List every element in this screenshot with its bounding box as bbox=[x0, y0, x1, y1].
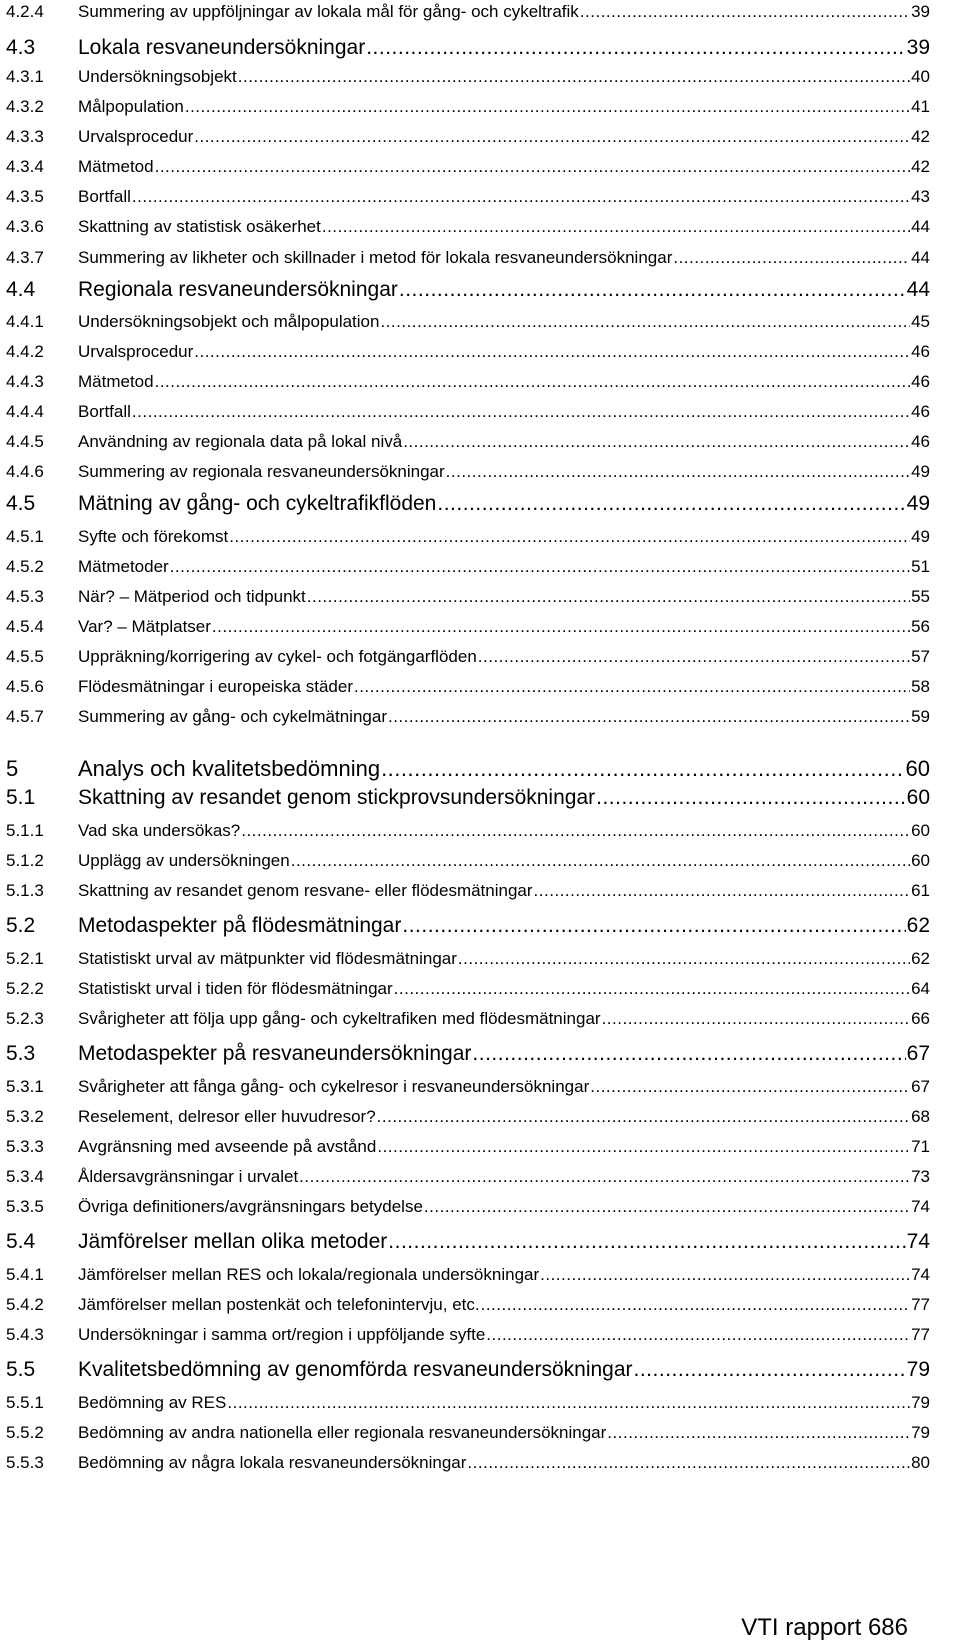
toc-entry-title: Summering av gång- och cykelmätningar bbox=[78, 707, 387, 726]
toc-entry[interactable] bbox=[6, 36, 930, 60]
toc-entry-title: Flödesmätningar i europeiska städer bbox=[78, 677, 353, 696]
toc-leader-dots bbox=[437, 492, 905, 516]
toc-leader-dots bbox=[299, 1167, 910, 1187]
toc-entry-title: Metodaspekter på resvaneundersökningar bbox=[78, 1042, 472, 1065]
toc-entry-title: Skattning av resandet genom stickprovsundersökningar bbox=[78, 786, 596, 809]
toc-entry[interactable] bbox=[6, 157, 930, 177]
toc-entry[interactable] bbox=[6, 278, 930, 302]
toc-entry-title: Summering av likheter och skillnader i metod för lokala resvaneundersökningar bbox=[78, 248, 673, 267]
toc-entry-page: 67 bbox=[911, 1077, 930, 1096]
toc-entry[interactable] bbox=[6, 97, 930, 117]
toc-entry[interactable] bbox=[6, 914, 930, 938]
toc-leader-dots bbox=[241, 821, 910, 841]
toc-entry[interactable] bbox=[6, 67, 930, 87]
toc-entry-title: Användning av regionala data på lokal nivå bbox=[78, 432, 403, 451]
toc-leader-dots bbox=[602, 1009, 911, 1029]
toc-entry[interactable] bbox=[6, 587, 930, 607]
toc-entry-number: 5.5.3 bbox=[6, 1453, 44, 1472]
toc-entry[interactable] bbox=[6, 432, 930, 452]
toc-entry-number: 5.5.1 bbox=[6, 1393, 44, 1412]
toc-leader-dots bbox=[394, 979, 910, 999]
toc-entry[interactable] bbox=[6, 217, 930, 237]
toc-entry[interactable] bbox=[6, 979, 930, 999]
toc-entry-title: Skattning av resandet genom resvane- eller flödesmätningar bbox=[78, 881, 533, 900]
toc-entry-number: 4.4.2 bbox=[6, 342, 44, 361]
toc-entry[interactable] bbox=[6, 617, 930, 637]
toc-entry[interactable] bbox=[6, 402, 930, 422]
toc-leader-dots bbox=[534, 881, 911, 901]
toc-entry-page: 39 bbox=[906, 36, 930, 59]
toc-leader-dots bbox=[229, 527, 910, 547]
toc-entry-page: 67 bbox=[906, 1042, 930, 1065]
toc-entry[interactable] bbox=[6, 492, 930, 516]
toc-leader-dots bbox=[467, 1453, 910, 1473]
toc-entry-title: Avgränsning med avseende på avstånd bbox=[78, 1137, 377, 1156]
toc-entry-number: 4.5.4 bbox=[6, 617, 44, 636]
toc-entry-page: 39 bbox=[911, 2, 930, 21]
toc-entry-page: 73 bbox=[911, 1167, 930, 1186]
toc-leader-dots bbox=[478, 647, 910, 667]
toc-entry-number: 5.2.3 bbox=[6, 1009, 44, 1028]
toc-leader-dots bbox=[307, 587, 910, 607]
toc-entry-page: 64 bbox=[911, 979, 930, 998]
toc-entry-number: 4.5.5 bbox=[6, 647, 44, 666]
toc-entry-page: 79 bbox=[911, 1423, 930, 1442]
toc-entry-title: Undersökningsobjekt och målpopulation bbox=[78, 312, 380, 331]
toc-entry-page: 49 bbox=[906, 492, 930, 515]
toc-entry-page: 46 bbox=[911, 372, 930, 391]
toc-leader-dots bbox=[634, 1358, 906, 1382]
toc-entry-title: Jämförelser mellan RES och lokala/regionala undersökningar bbox=[78, 1265, 540, 1284]
toc-entry-page: 59 bbox=[911, 707, 930, 726]
toc-entry-title: Var? – Mätplatser bbox=[78, 617, 211, 636]
toc-entry-page: 79 bbox=[906, 1358, 930, 1381]
toc-entry-number: 5.3.5 bbox=[6, 1197, 44, 1216]
toc-entry-number: 5.3.2 bbox=[6, 1107, 44, 1126]
toc-leader-dots bbox=[194, 127, 910, 147]
toc-entry-number: 5.1.3 bbox=[6, 881, 44, 900]
toc-entry-title: Bedömning av några lokala resvaneundersökningar bbox=[78, 1453, 467, 1472]
toc-entry-page: 60 bbox=[906, 786, 930, 809]
toc-entry-page: 46 bbox=[911, 432, 930, 451]
toc-entry-number: 4.2.4 bbox=[6, 2, 44, 21]
toc-entry[interactable] bbox=[6, 707, 930, 727]
toc-entry-page: 62 bbox=[906, 914, 930, 937]
toc-entry-number: 4.4.5 bbox=[6, 432, 44, 451]
toc-entry-number: 4.5 bbox=[6, 492, 36, 515]
toc-entry[interactable] bbox=[6, 1137, 930, 1157]
toc-entry-number: 4.4.6 bbox=[6, 462, 44, 481]
toc-leader-dots bbox=[185, 97, 910, 117]
toc-entry-number: 4.3.6 bbox=[6, 217, 44, 236]
toc-entry-title: Mätning av gång- och cykeltrafikflöden bbox=[78, 492, 437, 515]
toc-entry-number: 5 bbox=[6, 756, 19, 781]
toc-entry-title: Metodaspekter på flödesmätningar bbox=[78, 914, 402, 937]
toc-entry-title: Regionala resvaneundersökningar bbox=[78, 278, 398, 301]
toc-entry-title: Skattning av statistisk osäkerhet bbox=[78, 217, 321, 236]
toc-entry-page: 71 bbox=[911, 1137, 930, 1156]
toc-entry-number: 4.5.6 bbox=[6, 677, 44, 696]
toc-entry-page: 74 bbox=[911, 1197, 930, 1216]
toc-entry-number: 4.5.7 bbox=[6, 707, 44, 726]
toc-leader-dots bbox=[402, 914, 905, 938]
toc-leader-dots bbox=[540, 1265, 910, 1285]
toc-leader-dots bbox=[132, 402, 910, 422]
toc-entry-title: Bortfall bbox=[78, 402, 131, 421]
toc-entry-page: 60 bbox=[911, 851, 930, 870]
toc-leader-dots bbox=[132, 187, 910, 207]
toc-entry[interactable] bbox=[6, 127, 930, 147]
toc-entry[interactable] bbox=[6, 1265, 930, 1285]
toc-entry-number: 5.3.3 bbox=[6, 1137, 44, 1156]
toc-entry-title: Uppräkning/korrigering av cykel- och fotgängarflöden bbox=[78, 647, 477, 666]
toc-leader-dots bbox=[481, 1295, 910, 1315]
toc-entry-page: 40 bbox=[911, 67, 930, 86]
toc-leader-dots bbox=[238, 67, 910, 87]
toc-entry-page: 42 bbox=[911, 157, 930, 176]
toc-entry-title: Undersökningar i samma ort/region i uppföljande syfte bbox=[78, 1325, 486, 1344]
toc-entry[interactable] bbox=[6, 949, 930, 969]
report-footer: VTI rapport 686 bbox=[741, 1614, 908, 1641]
toc-entry-title: Undersökningsobjekt bbox=[78, 67, 237, 86]
toc-entry[interactable] bbox=[6, 1393, 930, 1413]
toc-entry-page: 46 bbox=[911, 402, 930, 421]
toc-entry-page: 74 bbox=[906, 1230, 930, 1253]
toc-entry-number: 5.2.2 bbox=[6, 979, 44, 998]
toc-entry[interactable] bbox=[6, 677, 930, 697]
toc-entry-title: Svårigheter att följa upp gång- och cykeltrafiken med flödesmätningar bbox=[78, 1009, 601, 1028]
toc-entry[interactable] bbox=[6, 1295, 930, 1315]
toc-entry-page: 61 bbox=[911, 881, 930, 900]
toc-entry-page: 60 bbox=[911, 821, 930, 840]
toc-entry-number: 4.3.3 bbox=[6, 127, 44, 146]
toc-entry[interactable] bbox=[6, 527, 930, 547]
toc-entry-title: Syfte och förekomst bbox=[78, 527, 229, 546]
toc-leader-dots bbox=[155, 157, 910, 177]
toc-entry[interactable] bbox=[6, 821, 930, 841]
toc-leader-dots bbox=[388, 1230, 905, 1254]
toc-entry[interactable] bbox=[6, 786, 930, 810]
toc-leader-dots bbox=[212, 617, 910, 637]
toc-entry-page: 49 bbox=[911, 527, 930, 546]
toc-leader-dots bbox=[322, 217, 910, 237]
toc-leader-dots bbox=[424, 1197, 910, 1217]
toc-entry-page: 44 bbox=[911, 248, 930, 267]
toc-leader-dots bbox=[194, 342, 910, 362]
toc-entry-number: 4.4 bbox=[6, 278, 36, 301]
toc-entry[interactable] bbox=[6, 372, 930, 392]
toc-entry-number: 5.3 bbox=[6, 1042, 36, 1065]
toc-entry-title: Statistiskt urval av mätpunkter vid flödesmätningar bbox=[78, 949, 457, 968]
toc-entry-page: 44 bbox=[911, 217, 930, 236]
toc-entry[interactable] bbox=[6, 1042, 930, 1066]
toc-leader-dots bbox=[170, 557, 910, 577]
toc-entry-number: 4.3 bbox=[6, 36, 36, 59]
toc-entry-title: Analys och kvalitetsbedömning bbox=[78, 756, 381, 781]
toc-entry[interactable] bbox=[6, 1077, 930, 1097]
toc-entry-title: Bedömning av andra nationella eller regionala resvaneundersökningar bbox=[78, 1423, 607, 1442]
toc-entry-page: 60 bbox=[905, 756, 930, 781]
toc-leader-dots bbox=[377, 1137, 910, 1157]
toc-entry-number: 4.5.3 bbox=[6, 587, 44, 606]
toc-leader-dots bbox=[486, 1325, 910, 1345]
toc-entry-number: 5.4.1 bbox=[6, 1265, 44, 1284]
toc-entry[interactable] bbox=[6, 1423, 930, 1443]
toc-leader-dots bbox=[366, 36, 905, 60]
toc-leader-dots bbox=[354, 677, 910, 697]
toc-entry-page: 77 bbox=[911, 1295, 930, 1314]
toc-entry[interactable] bbox=[6, 881, 930, 901]
toc-entry[interactable] bbox=[6, 187, 930, 207]
toc-entry-page: 45 bbox=[911, 312, 930, 331]
toc-entry-number: 4.5.2 bbox=[6, 557, 44, 576]
toc-entry[interactable] bbox=[6, 312, 930, 332]
toc-entry-number: 4.3.5 bbox=[6, 187, 44, 206]
toc-entry-number: 5.2 bbox=[6, 914, 36, 937]
toc-entry-page: 41 bbox=[911, 97, 930, 116]
toc-leader-dots bbox=[673, 248, 910, 268]
toc-entry-title: Jämförelser mellan postenkät och telefonintervju, etc. bbox=[78, 1295, 480, 1314]
toc-entry-title: Kvalitetsbedömning av genomförda resvaneundersökningar bbox=[78, 1358, 633, 1381]
toc-entry-page: 44 bbox=[906, 278, 930, 301]
toc-entry-title: Bortfall bbox=[78, 187, 131, 206]
toc-entry-title: Summering av uppföljningar av lokala mål för gång- och cykeltrafik bbox=[78, 2, 579, 21]
toc-entry-title: Svårigheter att fånga gång- och cykelresor i resvaneundersökningar bbox=[78, 1077, 590, 1096]
toc-entry-number: 5.2.1 bbox=[6, 949, 44, 968]
toc-entry-title: Jämförelser mellan olika metoder bbox=[78, 1230, 388, 1253]
toc-entry-page: 66 bbox=[911, 1009, 930, 1028]
toc-entry[interactable] bbox=[6, 1325, 930, 1345]
toc-entry-title: Reselement, delresor eller huvudresor? bbox=[78, 1107, 376, 1126]
toc-entry[interactable] bbox=[6, 248, 930, 268]
toc-entry-title: Upplägg av undersökningen bbox=[78, 851, 290, 870]
toc-leader-dots bbox=[227, 1393, 910, 1413]
toc-entry[interactable] bbox=[6, 756, 930, 782]
toc-entry-title: Mätmetod bbox=[78, 157, 154, 176]
toc-entry-number: 4.4.4 bbox=[6, 402, 44, 421]
toc-leader-dots bbox=[458, 949, 910, 969]
toc-entry-page: 57 bbox=[911, 647, 930, 666]
toc-leader-dots bbox=[377, 1107, 910, 1127]
toc-entry-page: 74 bbox=[911, 1265, 930, 1284]
toc-entry-page: 77 bbox=[911, 1325, 930, 1344]
toc-leader-dots bbox=[388, 707, 910, 727]
toc-leader-dots bbox=[607, 1423, 910, 1443]
toc-entry-title: Vad ska undersökas? bbox=[78, 821, 241, 840]
toc-entry[interactable] bbox=[6, 851, 930, 871]
toc-entry-title: Urvalsprocedur bbox=[78, 127, 194, 146]
toc-entry-page: 51 bbox=[911, 557, 930, 576]
toc-entry[interactable] bbox=[6, 647, 930, 667]
toc-entry-number: 4.3.4 bbox=[6, 157, 44, 176]
toc-entry-page: 56 bbox=[911, 617, 930, 636]
toc-leader-dots bbox=[580, 2, 910, 22]
toc-entry[interactable] bbox=[6, 342, 930, 362]
toc-entry-title: Bedömning av RES bbox=[78, 1393, 227, 1412]
toc-entry-title: Övriga definitioners/avgränsningars betydelse bbox=[78, 1197, 423, 1216]
toc-entry-page: 62 bbox=[911, 949, 930, 968]
toc-entry-title: Summering av regionala resvaneundersökningar bbox=[78, 462, 445, 481]
toc-entry-number: 4.3.7 bbox=[6, 248, 44, 267]
toc-leader-dots bbox=[380, 312, 910, 332]
toc-entry-number: 5.4 bbox=[6, 1230, 36, 1253]
toc-leader-dots bbox=[381, 756, 904, 782]
toc-entry-title: Mätmetoder bbox=[78, 557, 169, 576]
toc-leader-dots bbox=[399, 278, 906, 302]
toc-entry[interactable] bbox=[6, 1167, 930, 1187]
toc-entry-page: 58 bbox=[911, 677, 930, 696]
toc-entry-page: 79 bbox=[911, 1393, 930, 1412]
toc-entry-title: När? – Mätperiod och tidpunkt bbox=[78, 587, 306, 606]
toc-entry-number: 5.1.1 bbox=[6, 821, 44, 840]
toc-entry-number: 5.5 bbox=[6, 1358, 36, 1381]
toc-entry-number: 5.3.4 bbox=[6, 1167, 44, 1186]
toc-entry[interactable] bbox=[6, 1453, 930, 1473]
toc-leader-dots bbox=[291, 851, 910, 871]
toc-entry[interactable] bbox=[6, 1009, 930, 1029]
toc-entry-page: 42 bbox=[911, 127, 930, 146]
toc-entry-number: 5.3.1 bbox=[6, 1077, 44, 1096]
toc-leader-dots bbox=[472, 1042, 905, 1066]
toc-entry-number: 4.3.1 bbox=[6, 67, 44, 86]
toc-entry-number: 4.3.2 bbox=[6, 97, 44, 116]
toc-entry-page: 80 bbox=[911, 1453, 930, 1472]
toc-leader-dots bbox=[596, 786, 906, 810]
toc-entry-page: 43 bbox=[911, 187, 930, 206]
toc-entry-number: 4.4.3 bbox=[6, 372, 44, 391]
toc-entry-title: Åldersavgränsningar i urvalet bbox=[78, 1167, 299, 1186]
toc-entry-number: 4.4.1 bbox=[6, 312, 44, 331]
toc-entry[interactable] bbox=[6, 2, 930, 22]
toc-leader-dots bbox=[446, 462, 910, 482]
toc-entry-title: Mätmetod bbox=[78, 372, 154, 391]
toc-entry[interactable] bbox=[6, 1107, 930, 1127]
toc-entry[interactable] bbox=[6, 557, 930, 577]
toc-entry-page: 55 bbox=[911, 587, 930, 606]
toc-entry[interactable] bbox=[6, 462, 930, 482]
toc-entry-number: 5.1.2 bbox=[6, 851, 44, 870]
toc-entry-number: 5.1 bbox=[6, 786, 36, 809]
toc-leader-dots bbox=[403, 432, 910, 452]
toc-leader-dots bbox=[590, 1077, 910, 1097]
toc-entry-number: 5.4.3 bbox=[6, 1325, 44, 1344]
toc-entry-page: 46 bbox=[911, 342, 930, 361]
toc-entry-number: 5.4.2 bbox=[6, 1295, 44, 1314]
toc-entry-page: 68 bbox=[911, 1107, 930, 1126]
toc-entry-page: 49 bbox=[911, 462, 930, 481]
toc-leader-dots bbox=[155, 372, 910, 392]
toc-entry-title: Lokala resvaneundersökningar bbox=[78, 36, 366, 59]
toc-entry-title: Statistiskt urval i tiden för flödesmätningar bbox=[78, 979, 393, 998]
toc-entry[interactable] bbox=[6, 1358, 930, 1382]
toc-entry[interactable] bbox=[6, 1197, 930, 1217]
toc-entry-number: 4.5.1 bbox=[6, 527, 44, 546]
toc-entry-number: 5.5.2 bbox=[6, 1423, 44, 1442]
toc-entry-title: Målpopulation bbox=[78, 97, 184, 116]
toc-entry[interactable] bbox=[6, 1230, 930, 1254]
toc-entry-title: Urvalsprocedur bbox=[78, 342, 194, 361]
